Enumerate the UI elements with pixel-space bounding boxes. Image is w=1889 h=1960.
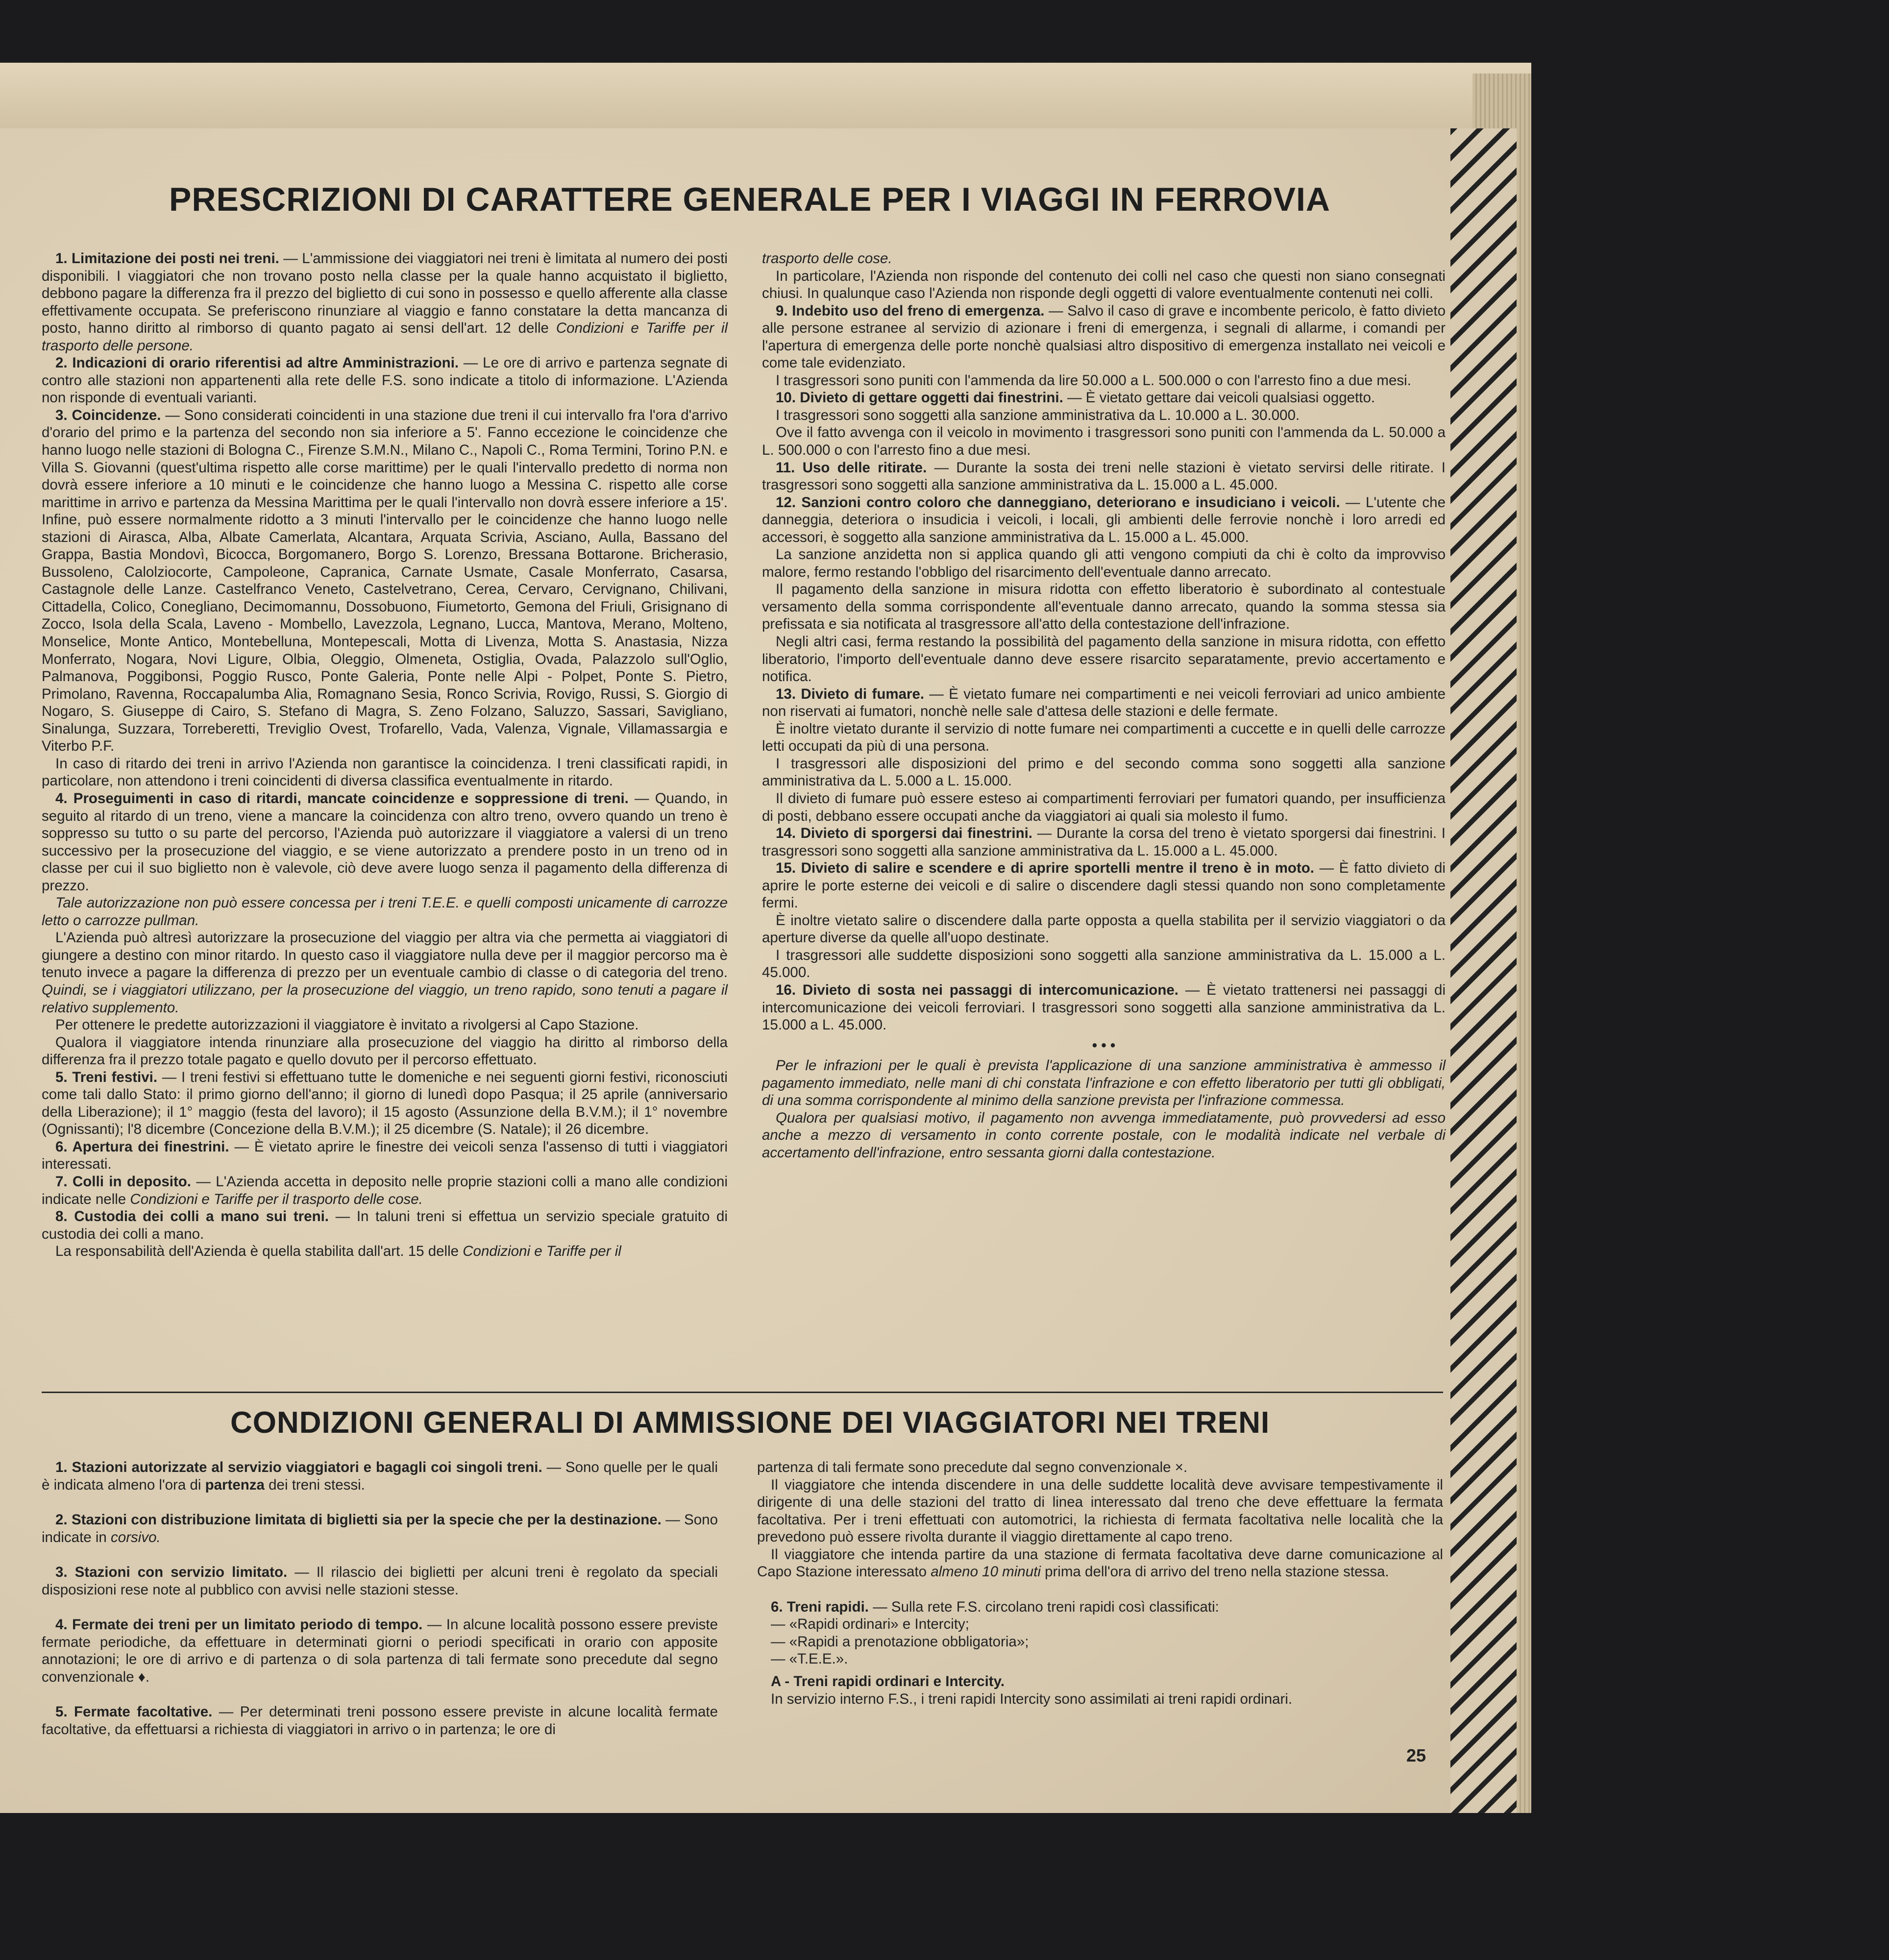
item-heading: 6. Apertura dei finestrini. [55,1138,229,1155]
subheading-text: A - Treni rapidi ordinari e Intercity. [771,1673,1005,1690]
item-italic: almeno 10 minuti [931,1564,1041,1580]
item-text: Qualora il viaggiatore intenda rinunziare alla prosecuzione del viaggio ha diritto al rimborso della differenza fra il prezzo totale pagato e quello dovuto per il percorso effettuato. [42,1034,728,1068]
paragraph [42,1459,718,1494]
column-4 [757,1459,1443,1708]
paragraph [762,720,1446,755]
item-heading: 3. Stazioni con servizio limitato. [55,1564,288,1581]
item-text: — In taluni treni si effettua un servizio speciale gratuito di custodia dei colli a mano. [42,1208,728,1242]
item-text: — Per determinati treni possono essere previste in alcune località fermate facoltative, da effettuarsi a richiesta di viaggiatori in arrivo o in partenza; le ore di [42,1704,718,1738]
column-2 [762,250,1446,1161]
item-heading: 1. Stazioni autorizzate al servizio viaggiatori e bagagli coi singoli treni. [55,1459,542,1475]
item-text: Il viaggiatore che intenda discendere in una delle suddette località deve avvisare tempestivamente il dirigente di una delle stazioni del tratto di linea interessato dal treno che deve effettuare la fermata facoltativa. Per i treni effettuati con automotrici, la richiesta di fermata facoltativa nelle località che la prevedono può essere rivolta durante il viaggio direttamente al capo treno. [757,1476,1443,1545]
item-text: — L'ammissione dei viaggiatori nei treni è limitata al numero dei posti disponibili. I viaggiatori che non trovano posto nella classe per la quale hanno acquistato il biglietto, debbono pagare la differenza fra il prezzo del biglietto di cui sono in possesso e quello afferente alla classe effettivamente occupata. Se preferiscono rinunziare al viaggio e fanno constatare la detta mancanza di posto, hanno diritto al rimborso di quanto pagato ai sensi dell'art. 12 delle [42,250,728,337]
column-1 [42,250,728,1260]
paragraph [762,459,1446,494]
paragraph [762,633,1446,686]
item-text: prima dell'ora di arrivo del treno nella stazione stessa. [1040,1564,1389,1580]
item-text: — I treni festivi si effettuano tutte le domeniche e nei seguenti giorni festivi, riconosciuti come tali dallo Stato: il primo giorno dell'anno; il giorno di lunedì dopo Pasqua; il 25 aprile (anniversario della Liberazione); il 1° maggio (festa del lavoro); il 15 agosto (Assunzione della B.V.M.); il 1° novembre (Ognissanti); l'8 dicembre (Concezione della B.V.M.); il 25 dicembre (S. Natale); il 26 dicembre. [42,1069,728,1138]
page-number: 25 [1406,1745,1426,1765]
paragraph [762,250,1446,268]
paragraph [42,1703,718,1738]
item-heading: 5. Fermate facoltative. [55,1704,213,1720]
paragraph [42,1016,728,1034]
paragraph [762,981,1446,1034]
paragraph [762,755,1446,790]
item-italic: trasporto delle cose. [762,250,892,267]
item-text: I trasgressori alle suddette disposizioni sono soggetti alla sanzione amministrativa da L. 15.000 a L. 45.000. [762,947,1446,981]
item-text: — È fatto divieto di aprire le porte esterne dei veicoli e di salire o discendere dagli stessi quando non sono completamente fermi. [762,860,1446,911]
item-text: La sanzione anzidetta non si applica quando gli atti vengono compiuti da chi è colto da improvviso malore, fermo restando l'obbligo del risarcimento dell'eventuale danno arrecato. [762,546,1446,580]
paragraph [42,1243,728,1260]
item-text: I trasgressori sono puniti con l'ammenda da lire 50.000 a L. 500.000 o con l'arresto fino a due mesi. [776,372,1411,389]
paragraph [42,250,728,354]
item-text: — È vietato gettare dai veicoli qualsiasi oggetto. [1063,390,1375,406]
paragraph [762,546,1446,581]
item-text: Negli altri casi, ferma restando la possibilità del pagamento della sanzione in misura ridotta, con effetto liberatorio, l'importo dell'eventuale danno deve essere risarcito separatamente, previo accertamento e notifica. [762,634,1446,685]
paragraph [42,354,728,407]
item-text: — In alcune località possono essere previste fermate periodiche, da effettuare in determinati giorni o periodi specificati in orario con apposite annotazioni; le ore di arrivo e di partenza o di sola partenza di tali fermate sono precedute dal segno convenzionale ♦. [42,1617,718,1685]
list-item: — «Rapidi ordinari» e Intercity; [771,1616,969,1633]
document-page [0,128,1517,1813]
item-italic: Tale autorizzazione non può essere concessa per i treni T.E.E. e quelli composti unicamente di carrozze letto o carrozze pullman. [42,895,728,929]
paragraph [42,790,728,894]
paragraph [42,1616,718,1686]
item-heading: 8. Custodia dei colli a mano sui treni. [55,1208,329,1225]
item-text: — È vietato aprire le finestre dei veicoli senza l'assenso di tutti i viaggiatori interessati. [42,1138,728,1173]
paragraph [762,912,1446,947]
item-text: dei treni stessi. [264,1476,365,1493]
paragraph [762,581,1446,633]
section-title-prescrizioni: PRESCRIZIONI DI CARATTERE GENERALE PER I VIAGGI IN FERROVIA [169,181,1330,218]
item-text: — Durante la sosta dei treni nelle stazioni è vietato servirsi delle ritirate. I trasgressori sono soggetti alla sanzione amministrativa da L. 15.000 a L. 45.000. [762,459,1446,493]
item-heading: 6. Treni rapidi. [771,1598,869,1615]
column-3 [42,1459,718,1739]
item-text: — Durante la corsa del treno è vietato sporgersi dai finestrini. I trasgressori sono soggetti alla sanzione amministrativa da L. 15.000 a L. 45.000. [762,825,1446,859]
item-heading: 11. Uso delle ritirate. [776,459,927,476]
item-text: — L'Azienda accetta in deposito nelle proprie stazioni colli a mano alle condizioni indicate nelle [42,1173,728,1207]
item-italic: Condizioni e Tariffe per il trasporto delle persone. [42,320,728,354]
item-text: È inoltre vietato salire o discendere dalla parte opposta a quella stabilita per il servizio viaggiatori o da aperture diverse da quelle all'uopo destinate. [762,912,1446,946]
paragraph [757,1459,1443,1476]
paragraph [762,389,1446,407]
item-text: — Le ore di arrivo e partenza segnate di contro alle stazioni non appartenenti alla rete delle F.S. sono indicate a titolo di informazione. L'Azienda non risponde di eventuali varianti. [42,355,728,406]
subheading [757,1673,1443,1690]
paragraph [42,1511,718,1546]
paragraph [762,686,1446,720]
thumb-index-stripe [1450,128,1517,1813]
paragraph: Qualora per qualsiasi motivo, il pagamento non avvenga immediatamente, può provvedersi ad esso anche a mezzo di versamento in conto corrente postale, con le modalità indicate nel verbale di accertamento dell'infrazione, entro sessanta giorni dalla contestazione. [762,1109,1446,1161]
item-heading: 12. Sanzioni contro coloro che danneggiano, deteriorano e insudiciano i veicoli. [776,494,1340,511]
section-title-condizioni: CONDIZIONI GENERALI DI AMMISSIONE DEI VIAGGIATORI NEI TRENI [230,1406,1270,1440]
item-italic: Condizioni e Tariffe per il trasporto delle cose. [130,1191,423,1207]
paragraph [42,1069,728,1138]
item-text: — Sono considerati coincidenti in una stazione due treni il cui intervallo fra l'ora d'arrivo d'orario del primo e la partenza del secondo non sia inferiore a 5'. Fanno eccezione le coincidenze che hanno luogo nelle stazioni di Bologna C., Firenze S.M.N., Milano C., Napoli C., Roma Termini, Torino P.N. e Villa S. Giovanni (quest'ultima rispetto alle corse marittime) per le quali l'intervallo predetto di norma non dovrà essere inferiore a 10 minuti e le coincidenze che hanno luogo a Messina C. rispetto alle corse marittime in arrivo e partenza da Messina Marittima per le quali l'intervallo non dovrà essere inferiore a 15'. Infine, può essere normalmente ridotto a 3 minuti l'intervallo per le coincidenze che hanno luogo nelle stazioni di Airasca, Alba, Albate Camerlata, Alcantara, Arquata Scrivia, Asciano, Aulla, Bassano del Grappa, Bastia Mondovì, Bicocca, Borgomanero, Borgo S. Lorenzo, Bressana Bottarone. Bricherasio, Bussoleno, Calolziocorte, Campoleone, Capranica, Carnate Usmate, Casale Monferrato, Casarsa, Castagnole delle Lanze. Castelfranco Veneto, Castelvetrano, Cerea, Cervaro, Cervignano, Chilivani, Cittadella, Colico, Conegliano, Decimomannu, Dossobuono, Fiumetorto, Gemona del Friuli, Grisignano di Zocco, Isola della Scala, Laveno - Mombello, Lavezzola, Legnano, Lucca, Mantova, Merano, Molteno, Monselice, Monte Antico, Montebelluna, Montepescali, Motta di Livenza, Motta S. Anastasia, Nizza Monferrato, Nogara, Novi Ligure, Olbia, Oleggio, Olmeneta, Ostiglia, Ovada, Palazzolo sull'Oglio, Palmanova, Poggibonsi, Poggio Rusco, Ponte Galeria, Ponte nelle Alpi - Polpet, Ponte S. Pietro, Primolano, Ravenna, Roccapalumba Alia, Romagnano Sesia, Ronco Scrivia, Rovigo, Russi, S. Giorgio di Nogaro, S. Giuseppe di Cairo, S. Stefano di Magra, S. Zeno Folzano, Saluzzo, Sassari, Savigliano, Sinalunga, Suzzara, Torreberetti, Treviglio Ovest, Trofarello, Vada, Valenza, Vignale, Villamassargia e Viterbo P.F. [42,407,728,755]
item-text: I trasgressori alle disposizioni del primo e del secondo comma sono soggetti alla sanzione amministrativa da L. 5.000 a L. 15.000. [762,755,1446,789]
paragraph [762,424,1446,459]
paragraph [762,947,1446,981]
paragraph [42,407,728,755]
paragraph [762,494,1446,546]
item-heading: 13. Divieto di fumare. [776,686,925,702]
item-italic: Condizioni e Tariffe per il [463,1243,621,1260]
paragraph [757,1476,1443,1546]
item-text: — Sulla rete F.S. circolano treni rapidi così classificati: [869,1598,1219,1615]
item-text: partenza di tali fermate sono precedute dal segno convenzionale ×. [757,1459,1188,1475]
item-text: — È vietato fumare nei compartimenti e nei veicoli ferroviari ad unico ambiente non riservati ai fumatori, nonchè nelle sale d'attesa delle stazioni e delle fermate. [762,686,1446,720]
item-text: — Quando, in seguito al ritardo di un treno, viene a mancare la coincidenza con altro treno, ovvero quando un treno è soppresso su tutto o su parte del percorso, l'Azienda può autorizzare il viaggiatore a valersi di un treno successivo per la prosecuzione del viaggio, e se viene autorizzato a prendere posto in un treno od in classe per cui il suo biglietto non è valevole, ciò deve avere luogo senza il pagamento della differenza di prezzo. [42,790,728,894]
item-heading: 7. Colli in deposito. [55,1173,191,1190]
paragraph [762,825,1446,859]
paragraph [42,1173,728,1208]
item-heading: 2. Stazioni con distribuzione limitata di biglietti sia per la specie che per la destinazione. [55,1512,662,1528]
item-text: In caso di ritardo dei treni in arrivo l'Azienda non garantisce la coincidenza. I treni classificati rapidi, in particolare, non attendono i treni coincidenti di diversa classifica eventualmente in ritardo. [42,755,728,789]
item-bold: partenza [205,1476,265,1493]
paragraph [757,1546,1443,1581]
item-italic: Quindi, se i viaggiatori utilizzano, per la prosecuzione del viaggio, un treno rapido, sono tenuti a pagare il relativo supplemento. [42,981,728,1016]
section-divider [42,1392,1443,1393]
item-text: — Sono quelle per le quali è indicata almeno l'ora di [42,1459,718,1493]
item-text: La responsabilità dell'Azienda è quella stabilita dall'art. 15 delle [55,1243,463,1260]
paragraph [42,1034,728,1069]
paragraph-item-6 [757,1598,1443,1616]
paragraph [42,1564,718,1598]
item-text: — Salvo il caso di grave e incombente pericolo, è fatto divieto alle persone estranee al servizio di azionare i freni di emergenza, i segnali di allarme, i comandi per l'apertura di emergenza delle porte nonchè qualsiasi altro dispositivo di emergenza installato nei veicoli e come tale evidenziato. [762,302,1446,371]
item-heading: 14. Divieto di sporgersi dai finestrini. [776,825,1032,842]
item-text: I trasgressori sono soggetti alla sanzione amministrativa da L. 10.000 a L. 30.000. [776,407,1300,423]
item-heading: 1. Limitazione dei posti nei treni. [55,250,279,267]
item-heading: 4. Fermate dei treni per un limitato periodo di tempo. [55,1617,423,1633]
item-heading: 5. Treni festivi. [55,1069,158,1085]
paragraph [762,302,1446,372]
item-heading: 4. Proseguimenti in caso di ritardi, mancate coincidenze e soppressione di treni. [55,790,629,807]
item-text: — Il rilascio dei biglietti per alcuni treni è regolato da speciali disposizioni rese note al pubblico con avvisi nelle stazioni stesse. [42,1564,718,1598]
item-text: — È vietato trattenersi nei passaggi di intercomunicazione dei veicoli ferroviari. I trasgressori sono soggetti alla sanzione amministrativa da L. 15.000 a L. 45.000. [762,981,1446,1033]
item-heading: 2. Indicazioni di orario riferentisi ad altre Amministrazioni. [55,355,459,371]
train-class-list [757,1616,1443,1668]
item-text: Ove il fatto avvenga con il veicolo in movimento i trasgressori sono puniti con l'ammenda da L. 50.000 a L. 500.000 o con l'arresto fino a due mesi. [762,424,1446,459]
list-item: — «T.E.E.». [771,1651,848,1667]
paragraph [42,755,728,790]
item-italic: corsivo. [111,1529,161,1545]
paragraph [762,790,1446,825]
paragraph [762,859,1446,912]
paragraph [42,894,728,929]
item-heading: 16. Divieto di sosta nei passaggi di intercomunicazione. [776,981,1178,998]
item-text: — Sono indicate in [42,1512,718,1545]
paragraph [42,1138,728,1173]
item-heading: 3. Coincidenze. [55,407,161,423]
paragraph [42,1208,728,1243]
paragraph: In servizio interno F.S., i treni rapidi Intercity sono assimilati ai treni rapidi ordinari. [771,1690,1293,1707]
paragraph [42,929,728,1016]
list-item: — «Rapidi a prenotazione obbligatoria»; [771,1633,1029,1650]
paragraph [762,407,1446,424]
item-heading: 10. Divieto di gettare oggetti dai finestrini. [776,390,1063,406]
paragraph: Per le infrazioni per le quali è prevista l'applicazione di una sanzione amministrativa è ammesso il pagamento immediato, nelle mani di chi constata l'infrazione e con effetto liberatorio per tutti gli obbligati, di una somma corrispondente al minimo della sanzione prevista per l'infrazione commessa. [762,1057,1446,1109]
book-top-edge [0,63,1531,135]
item-heading: 15. Divieto di salire e scendere e di aprire sportelli mentre il treno è in moto. [776,860,1314,877]
paragraph [762,372,1446,390]
item-text: L'Azienda può altresì autorizzare la prosecuzione del viaggio per altra via che permetta ai viaggiatori di giungere a destino con minor ritardo. In questo caso il viaggiatore nulla deve per il maggior percorso ma è tenuto invece a pagare la differenza di prezzo per un eventuale cambio di classe o di categoria del treno. [42,930,728,981]
item-text: Il viaggiatore che intenda partire da una stazione di fermata facoltativa deve darne comunicazione al Capo Stazione interessato [757,1546,1443,1580]
item-text: È inoltre vietato durante il servizio di notte fumare nei compartimenti a cuccette e in quelli delle carrozze letti occupati da più di una persona. [762,720,1446,755]
separator-dots: • • • [1092,1037,1116,1054]
item-text: Per ottenere le predette autorizzazioni il viaggiatore è invitato a rivolgersi al Capo Stazione. [55,1017,639,1033]
item-text: In particolare, l'Azienda non risponde del contenuto dei colli nel caso che questi non siano consegnati chiusi. In qualunque caso l'Azienda non risponde degli oggetti di valore eventualmente contenuti nei colli. [762,268,1446,302]
item-heading: 9. Indebito uso del freno di emergenza. [776,302,1045,319]
paragraph [762,268,1446,302]
item-text: — L'utente che danneggia, deteriora o insudicia i veicoli, i locali, gli ambienti delle ferrovie nonchè i loro arredi ed accessori, è soggetto alla sanzione amministrativa da L. 15.000 a L. 45.000. [762,494,1446,545]
item-text: Il pagamento della sanzione in misura ridotta con effetto liberatorio è subordinato al contestuale versamento della somma corrispondente all'eventuale danno arrecato, quando la somma stessa sia prefissata e sia notificata al trasgressore all'atto della contestazione dell'infrazione. [762,581,1446,633]
item-text: Il divieto di fumare può essere esteso ai compartimenti ferroviari per fumatori quando, per insufficienza di posti, debbano essere occupati anche da viaggiatori ai quali sia molesto il fumo. [762,790,1446,824]
